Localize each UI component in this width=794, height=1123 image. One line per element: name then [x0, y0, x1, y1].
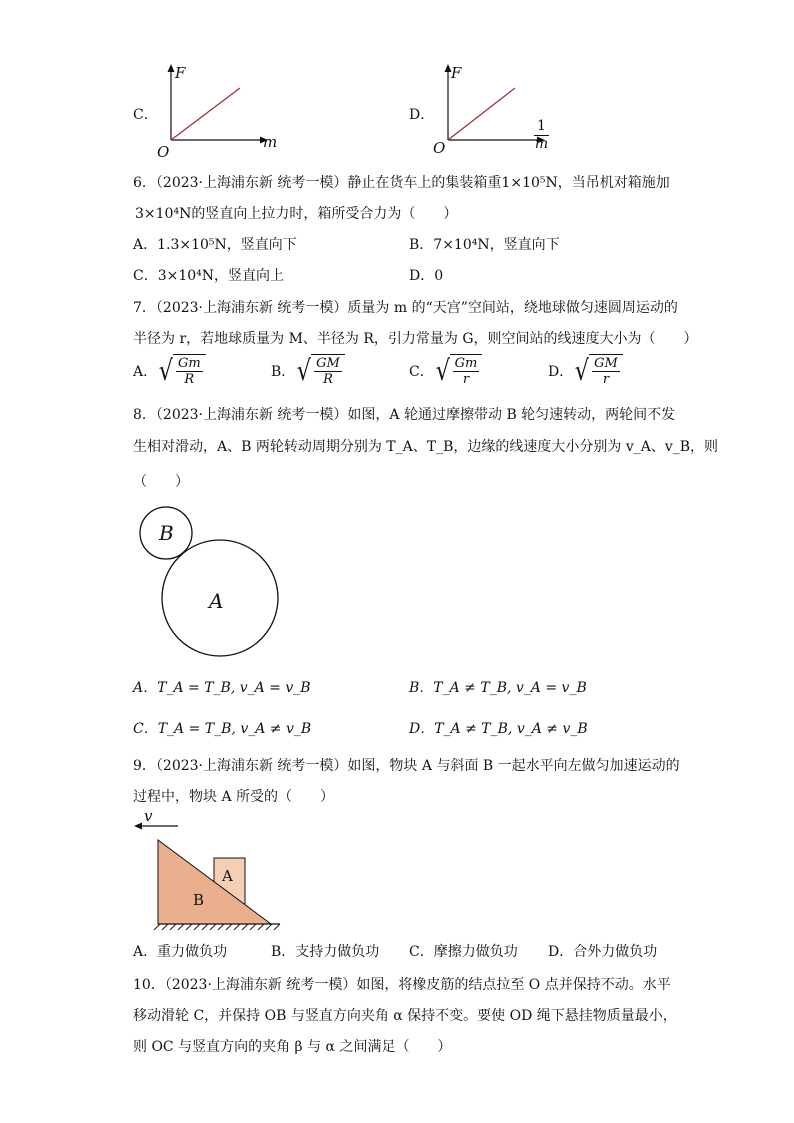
- q7-option-a-sqrt: √ $\frac{Gm}{R}$: [157, 354, 206, 387]
- q7-option-c: [409, 354, 482, 387]
- q7-option-c-label: C．: [409, 363, 434, 380]
- q7-option-d: [548, 354, 623, 387]
- q7-option-b-num: GM: [316, 356, 340, 371]
- q7-option-d-label: D．: [548, 363, 574, 380]
- q7-option-c-sqrt: √ $\frac{Gm}{r}$: [434, 354, 483, 387]
- q9-stem-line2: 过程中，物块 A 所受的（ ）: [133, 789, 335, 805]
- q7-option-b-sqrt: √ $\frac{GM}{R}$: [295, 354, 345, 387]
- q8-option-c: C．T_A = T_B, v_A ≠ v_B: [133, 721, 312, 737]
- graph-d-origin: O: [433, 139, 446, 157]
- block-a-label: A: [222, 867, 233, 885]
- q7-option-b-label: B．: [271, 363, 296, 380]
- q7-option-c-den: r: [462, 372, 470, 387]
- q9-stem-line1: 9．（2023·上海浦东新 统考一模）如图，物块 A 与斜面 B 一起水平向左做匀加速运动的: [133, 758, 680, 774]
- q6-option-a: A．1.3×10⁵N，竖直向下: [133, 237, 297, 253]
- q9-option-d: D．合外力做负功: [548, 944, 658, 960]
- q6-option-d: D．0: [409, 268, 444, 284]
- q10-stem-line1: 10．（2023·上海浦东新 统考一模）如图，将橡皮筋的结点拉至 O 点并保持不动。水平: [133, 977, 671, 993]
- option-d-label: D．: [409, 107, 435, 123]
- graph-d-axis-fraction: [534, 118, 549, 153]
- q7-option-b: [271, 354, 345, 387]
- q9-option-b: B．支持力做负功: [271, 944, 380, 960]
- q7-option-a-label: A．: [133, 363, 158, 380]
- q6-stem-line2: 3×10⁴N的竖直向上拉力时，箱所受合力为（ ）: [135, 206, 458, 222]
- q7-option-d-num: GM: [594, 356, 618, 371]
- wedge-b-label: B: [193, 891, 205, 909]
- q10-stem-line2: 移动滑轮 C，并保持 OB 与竖直方向夹角 α 保持不变。要使 OD 绳下悬挂物质量最小，: [133, 1008, 677, 1024]
- graph-c-origin: O: [157, 143, 170, 161]
- q6-option-b: B．7×10⁴N，竖直向下: [409, 237, 560, 253]
- q8-stem-line1: 8．（2023·上海浦东新 统考一模）如图，A 轮通过摩擦带动 B 轮匀速转动，两轮间不发: [133, 407, 676, 423]
- q8-wheels-figure: [130, 500, 290, 665]
- q9-option-a: A．重力做负功: [133, 944, 228, 960]
- graph-d-axis-f: F: [451, 64, 462, 82]
- q6-stem-line1: 6．（2023·上海浦东新 统考一模）静止在货车上的集装箱重1×10⁵N，当吊机对箱施加: [133, 175, 670, 191]
- graph-c-axis-f: F: [175, 64, 186, 82]
- q6-option-c: C．3×10⁴N，竖直向上: [133, 268, 285, 284]
- q7-option-c-num: Gm: [454, 356, 478, 371]
- wheel-b-label: B: [159, 521, 174, 545]
- wedge-b-triangle: [158, 840, 271, 924]
- q7-stem-line1: 7．（2023·上海浦东新 统考一模）质量为 m 的“天宫”空间站，绕地球做匀速圆周运动的: [133, 300, 678, 316]
- q7-option-d-den: r: [602, 372, 610, 387]
- wheel-a-label: A: [209, 589, 224, 613]
- q9-wedge-figure: [130, 808, 290, 930]
- q7-option-a-den: R: [184, 372, 195, 387]
- graph-c: [150, 60, 280, 160]
- q7-option-b-den: R: [323, 372, 333, 387]
- q8-stem-line3: （ ）: [133, 474, 189, 490]
- q7-option-a-num: Gm: [177, 356, 201, 371]
- q7-option-d-sqrt: √ $\frac{GM}{r}$: [573, 354, 623, 387]
- q8-option-b: B．T_A ≠ T_B, v_A = v_B: [409, 680, 587, 696]
- q10-stem-line3: 则 OC 与竖直方向的夹角 β 与 α 之间满足（ ）: [133, 1039, 452, 1055]
- q8-stem-line2: 生相对滑动，A、B 两轮转动周期分别为 T_A、T_B，边缘的线速度大小分别为 v_A、v_B，则: [133, 439, 719, 455]
- q9-option-c: C．摩擦力做负功: [409, 944, 518, 960]
- q7-stem-line2: 半径为 r，若地球质量为 M、半径为 R，引力常量为 G，则空间站的线速度大小为（ ）: [133, 331, 698, 347]
- graph-d-axis-denominator: m: [534, 136, 549, 152]
- velocity-label: v: [144, 807, 153, 825]
- q8-option-a: A．T_A = T_B, v_A = v_B: [133, 680, 311, 696]
- graph-c-axis-m: m: [263, 133, 278, 151]
- option-c-label: C．: [133, 107, 158, 123]
- q7-option-a: [133, 354, 206, 387]
- q8-option-d: D．T_A ≠ T_B, v_A ≠ v_B: [409, 721, 588, 737]
- graph-d-axis-numerator: 1: [534, 118, 549, 136]
